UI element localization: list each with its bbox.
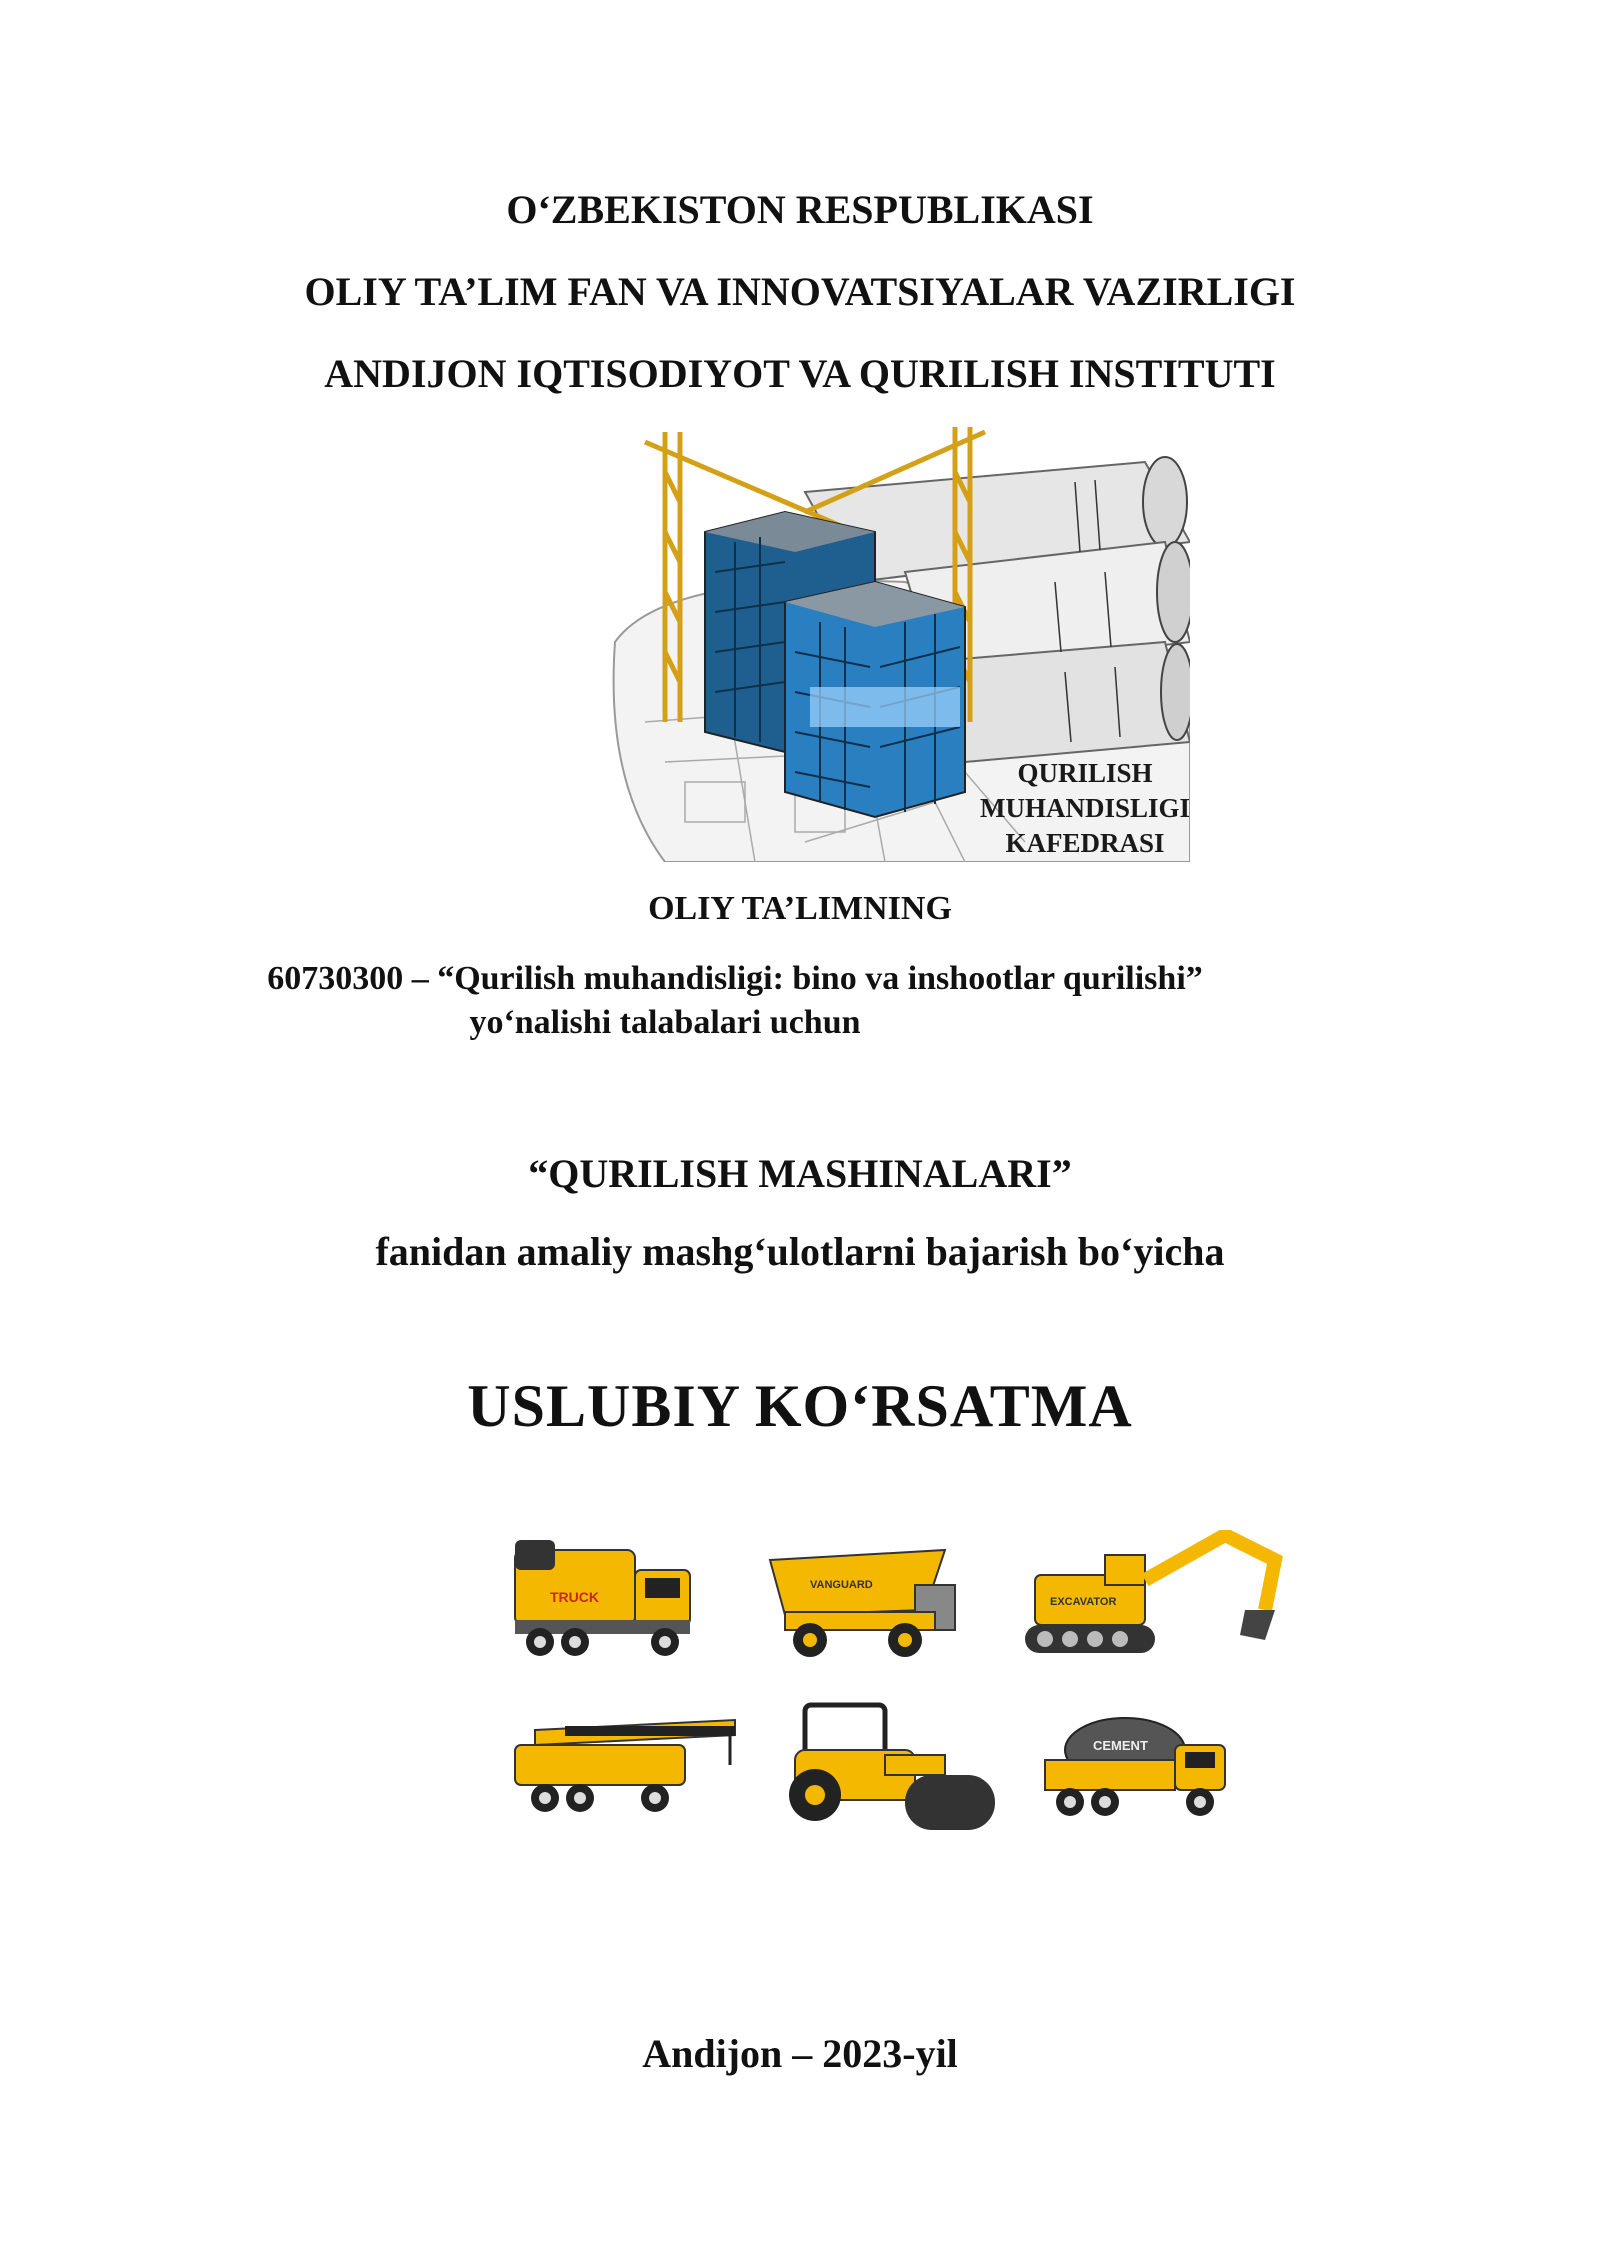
intro-program: 60730300 – “Qurilish muhandisligi: bino va inshootlar qurilishi”: [267, 960, 1203, 997]
cement-mixer-vehicle: [1045, 1718, 1225, 1816]
document-type: USLUBIY KO‘RSATMA: [467, 1373, 1133, 1439]
intro-audience: yo‘nalishi talabalari uchun: [469, 1004, 861, 1041]
header-republic: O‘ZBEKISTON RESPUBLIKASI: [506, 187, 1094, 232]
header-institute: ANDIJON IQTISODIYOT VA QURILISH INSTITUTI: [324, 351, 1276, 396]
truck-vehicle: [515, 1540, 690, 1656]
subject-subtitle: fanidan amaliy mashg‘ulotlarni bajarish bo‘yicha: [375, 1229, 1225, 1274]
svg-text:CEMENT: CEMENT: [1093, 1738, 1148, 1753]
intro-level: OLIY TA’LIMNING: [648, 890, 952, 927]
logo-text-1: QURILISH: [1017, 758, 1153, 788]
header-ministry: OLIY TA’LIM FAN VA INNOVATSIYALAR VAZIRLIGI: [304, 269, 1296, 314]
road-roller-vehicle: [789, 1705, 995, 1830]
crane-truck-vehicle: [515, 1720, 735, 1812]
svg-text:EXCAVATOR: EXCAVATOR: [1050, 1596, 1117, 1608]
svg-text:VANGUARD: VANGUARD: [810, 1579, 873, 1591]
department-logo-image: [605, 422, 1190, 862]
dump-truck-vehicle: [770, 1550, 955, 1657]
subject-title: “QURILISH MASHINALARI”: [528, 1151, 1072, 1196]
logo-text-2: MUHANDISLIGI: [979, 793, 1190, 823]
footer-city-year: Andijon – 2023-yil: [642, 2031, 958, 2076]
logo-text-3: KAFEDRASI: [1005, 828, 1165, 858]
svg-text:TRUCK: TRUCK: [550, 1589, 599, 1605]
construction-vehicles-image: [505, 1530, 1285, 1860]
excavator-vehicle: [1025, 1535, 1275, 1653]
